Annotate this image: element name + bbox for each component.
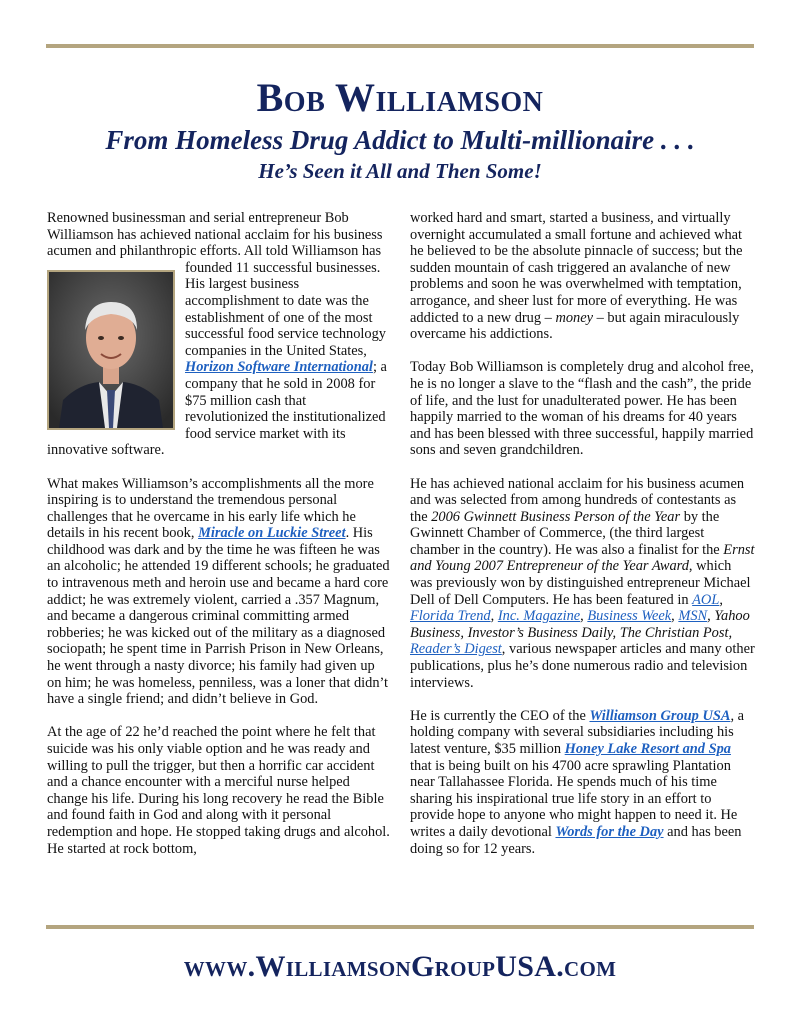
- business-week-link[interactable]: Business Week: [587, 608, 672, 625]
- miracle-on-luckie-street-link[interactable]: Miracle on Luckie Street: [198, 525, 346, 542]
- left-paragraph-3: At the age of 22 he’d reached the point where he felt that suicide was his only viable option and he was ready and willing to pull the trigger, but then a horrific car accident and a chance encounter with a merciful nurse helped change his life. During his long recovery he read the Bible and found faith in God and along with it personal redemption and hope. He stopped taking drugs and alcohol. He started at rock bottom,: [47, 724, 390, 857]
- left-p1-tail: ; a company that he sold in 2008 for $75 million cash that revolutionized the institutionalized food service market with its innovative software.: [47, 359, 387, 459]
- right-paragraph-4: [410, 708, 755, 857]
- page-tagline: He’s Seen it All and Then Some!: [258, 159, 542, 183]
- award-ernst-young: Ernst and Young 2007 Entrepreneur of the Year Award: [410, 541, 755, 575]
- right-p4-tail: and has been doing so for 12 years.: [410, 823, 742, 857]
- right-p1-tail: – but again miraculously overcame his addictions.: [410, 309, 740, 343]
- right-paragraph-2: Today Bob Williamson is completely drug and alcohol free, he is no longer a slave to the “flash and the cash”, the pride of life, and the lust for unadulterated power. He has been happily married to the woman of his dreams for 40 years and has been blessed with three successful, happily married sons and seven grandchildren.: [410, 359, 754, 459]
- right-paragraph-1: [410, 210, 755, 343]
- page-subtitle: From Homeless Drug Addict to Multi-millionaire . . .: [105, 125, 695, 155]
- right-p4-mid: , a holding company with several subsidiaries including his latest venture, $35 million: [410, 707, 745, 757]
- left-paragraph-1: [47, 210, 392, 459]
- award-gwinnett: 2006 Gwinnett Business Person of the Year: [431, 508, 681, 525]
- florida-trend-link[interactable]: Florida Trend: [410, 608, 491, 625]
- separator: ,: [490, 608, 498, 625]
- footer-website[interactable]: www.WilliamsonGroupUSA.com: [183, 950, 617, 983]
- right-column: [410, 210, 755, 857]
- money-emphasis: money: [555, 309, 594, 326]
- left-p1-body: Williamson has founded 11 successful businesses. His largest business accomplishment to date was the establishment of one of the most successful food service technology companies in the United States,: [185, 243, 387, 359]
- right-p1-lead: worked hard and smart, started a business, and virtually overnight accumulated a small fortune and achieved what he believed to be the absolute pinnacle of success; but the sudden mountain of cash triggered an avalanche of new problems and soon he was overwhelmed with temptation, arrogance, and sheer lust for more of everything. He was addicted to a new drug –: [410, 210, 743, 326]
- page-title: Bob Williamson: [256, 75, 544, 120]
- left-column-content: [47, 210, 392, 857]
- separator: ,: [580, 608, 588, 625]
- aol-link[interactable]: AOL: [692, 591, 720, 608]
- left-p2-lead: What makes Williamson’s accomplishments all the more inspiring is to understand the tremendous personal challenges that he overcame in his early life which he details in his recent book,: [47, 475, 374, 542]
- separator: ,: [671, 608, 679, 625]
- left-p1-lead: Renowned businessman and serial entrepreneur Bob Williamson has achieved national acclaim for his business acumen and philanthropic efforts. All told: [47, 210, 383, 260]
- right-p4-mid2: that is being built on his 4700 acre sprawling Plantation near Tallahassee Florida. He spends much of his time sharing his inspirational true life story in an effort to provide hope to anyone who might happen to need it. He writes a daily devotional: [410, 757, 738, 840]
- inc-magazine-link[interactable]: Inc. Magazine: [497, 608, 581, 625]
- right-p3-tail: , various newspaper articles and many other publications, plus he’s done numerous radio and television interviews.: [410, 641, 755, 691]
- msn-link[interactable]: MSN: [678, 608, 708, 625]
- bottom-divider: [46, 925, 754, 929]
- left-p2-tail: . His childhood was dark and by the time he was fifteen he was an alcoholic; he attended 19 different schools; he graduated to intravenous meth and heroin use and became a hard core addict; he was extremely violent, carried a .357 Magnum, and became a dangerous criminal committing armed robberies; he was kicked out of the military as a diagnosed sociopath; he spent time in Parrish Prison in New Orleans, he went through a nasty divorce; his family had given up on him; he was homeless, penniless, was a loner that didn’t have a single friend; and didn’t believe in God.: [47, 525, 390, 708]
- williamson-group-usa-link[interactable]: Williamson Group USA: [589, 707, 731, 724]
- left-paragraph-2: [47, 476, 392, 708]
- right-p3-lead: He has achieved national acclaim for his business acumen and was selected from among hundreds of contestants as the: [410, 475, 745, 525]
- portrait-photo: [47, 270, 175, 430]
- publication-list: , Yahoo Business, Investor’s Business Daily, The Christian Post,: [410, 608, 750, 641]
- top-divider: [46, 44, 754, 48]
- right-p3-mid: by the Gwinnett Chamber of Commerce, (the third largest chamber in the country). He was also a finalist for the: [410, 508, 724, 558]
- words-for-the-day-link[interactable]: Words for the Day: [555, 823, 664, 840]
- separator: ,: [719, 591, 723, 608]
- right-p4-lead: He is currently the CEO of the: [410, 707, 590, 724]
- portrait-image: [49, 272, 173, 428]
- right-p3-mid2: , which was previously won by distinguished entrepreneur Michael Dell of Dell Computers. He has been featured in: [410, 558, 751, 608]
- horizon-software-link[interactable]: Horizon Software International: [185, 359, 373, 376]
- right-paragraph-3: [410, 476, 755, 692]
- honey-lake-resort-link[interactable]: Honey Lake Resort and Spa: [564, 741, 731, 757]
- readers-digest-link[interactable]: Reader’s Digest: [410, 641, 502, 658]
